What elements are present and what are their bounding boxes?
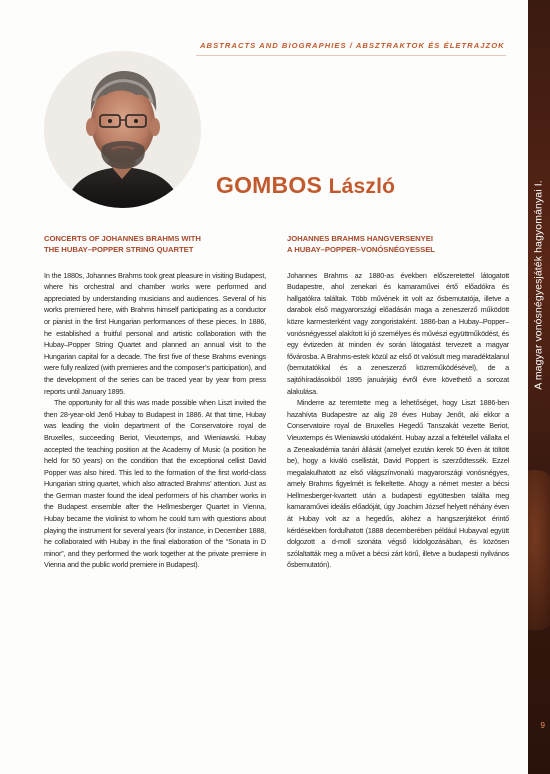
- heading-hu-line1: JOHANNES BRAHMS HANGVERSENYEI: [287, 234, 433, 243]
- person-name: [216, 172, 395, 199]
- section-header: ABSTRACTS AND BIOGRAPHIES / ABSZTRAKTOK ÉS ÉLETRAJZOK: [200, 41, 505, 50]
- sidebar-title: [530, 180, 548, 390]
- violin-image: [528, 470, 550, 630]
- paragraph-hu-2: Minderre az teremtette meg a lehetőséget, hogy Liszt 1886-ben hazahívta Budapestre az alig 28 éves Hubay Jenőt, aki ekkor a Conservatoire royal de Bruxelles Hegedű Tanszakát vezette Beriot, Vieuxtemps és Wieniawski utódaként. Hubay azzal a feltétellel vállalta el a Zeneakadémia tanári állását (amelyet ezután kerek 50 éven át töltött be), hogy a kiváló csellistát, David Poppert is szerződtessék. Ezzel megalakulhatott az első világszínvonalú magyarországi vonósnégyes, amely Brahms figyelmét is felkeltette. Ahogy a német mester a bécsi Hellmesberger-kvartett után a budapesti együttesben találta meg kamaraművei ideális előadóját, úgy Joachim József helyett néhány éven át Hubay volt az a hegedűs, akihez a hangszerjátékot érintő kérdésekben fordulhatott (1888 decemberében például Hubayval együtt dolgozott a d-moll szonáta végső kidolgozásában, és közösen szólaltatták meg a művet a bécsi zárt körű, illetve a budapesti nyilvános ősbemutatón).: [287, 398, 509, 570]
- article-english: [44, 234, 266, 571]
- header-divider: [196, 55, 506, 56]
- article-heading-en: [44, 234, 266, 256]
- paragraph-en-2: The opportunity for all this was made possible when Liszt invited the then 28-year-old Jenő Hubay to Budapest in 1886. At that time, Hubay was leading the violin department of the Conservatoire royal de Bruxelles, succeeding Beriot, Vieuxtemps, and Wieniawski. Hubay accepted the teaching position at the Academy of Music (a position he held for 50 years) on the condition that the exceptional cellist David Popper was also hired. This led to the formation of the first world-class Hungarian string quartet, which also attracted Brahms’ attention. Just as the German master found the ideal performers of his chamber works in the Budapest ensemble after the Hellmesberger Quartet in Vienna, Hubay became the violinist to whom he could turn with questions about playing the instrument for several years (for instance, in December 1888, he collaborated with Hubay in the final elaboration of the “Sonata in D minor”, and they performed the work together at the private premiere in Vienna and the public world premiere in Budapest).: [44, 398, 266, 570]
- article-heading-hu: [287, 234, 509, 256]
- family-name: GOMBOS: [216, 172, 322, 198]
- paragraph-hu-1: Johannes Brahms az 1880-as években előszeretettel látogatott Budapestre, ahol zenekari és kamaraművei értő előadókra és hallgatókra találtak. Több művének itt volt az ősbemutatója, illetve a darabok első magyarországi előadásán maga a zeneszerző működött közre karmesterként vagy zongoristaként. 1886-ban a Hubay–Popper–vonósnégyessel alakított ki jó személyes és művészi együttműködést, és egy évtizeden át minden év során látogatást tervezett a magyar fővárosba. A Brahms-estek közül az első öt valósult meg maradéktalanul (bemutatókkal és a zeneszerző közreműködésével), de a sajtóhíradásokból 1895 januárjáig évről évre követhető a sorozat alakulása.: [287, 270, 509, 396]
- given-name: László: [328, 175, 396, 198]
- paragraph-en-1: In the 1880s, Johannes Brahms took great pleasure in visiting Budapest, where his orchestral and chamber works were performed and appreciated by understanding musicians and audiences. Several of his works premiered here, with Brahms himself participating as a conductor or pianist in the first Hungarian performances of these pieces. In 1886, he established a fruitful personal and artistic collaboration with the Hubay–Popper String Quartet and planned an annual visit to the Hungarian capital for a decade. The first five of these Brahms evenings were fully realized (with premieres and the composer’s participation), and the development of the series can be traced year by year from press reports until January 1895.: [44, 270, 266, 396]
- sidebar-band: [528, 0, 550, 774]
- heading-en-line1: CONCERTS OF JOHANNES BRAHMS WITH: [44, 234, 201, 243]
- heading-hu-line2: A HUBAY–POPPER–VONÓSNÉGYESSEL: [287, 244, 435, 254]
- article-hungarian: [287, 234, 509, 571]
- page-number: 9: [540, 721, 545, 730]
- heading-en-line2: THE HUBAY–POPPER STRING QUARTET: [44, 244, 194, 254]
- sidebar-label: A magyar vonósnégyesjáték hagyományai I.: [533, 180, 546, 390]
- portrait-photo: [44, 51, 201, 208]
